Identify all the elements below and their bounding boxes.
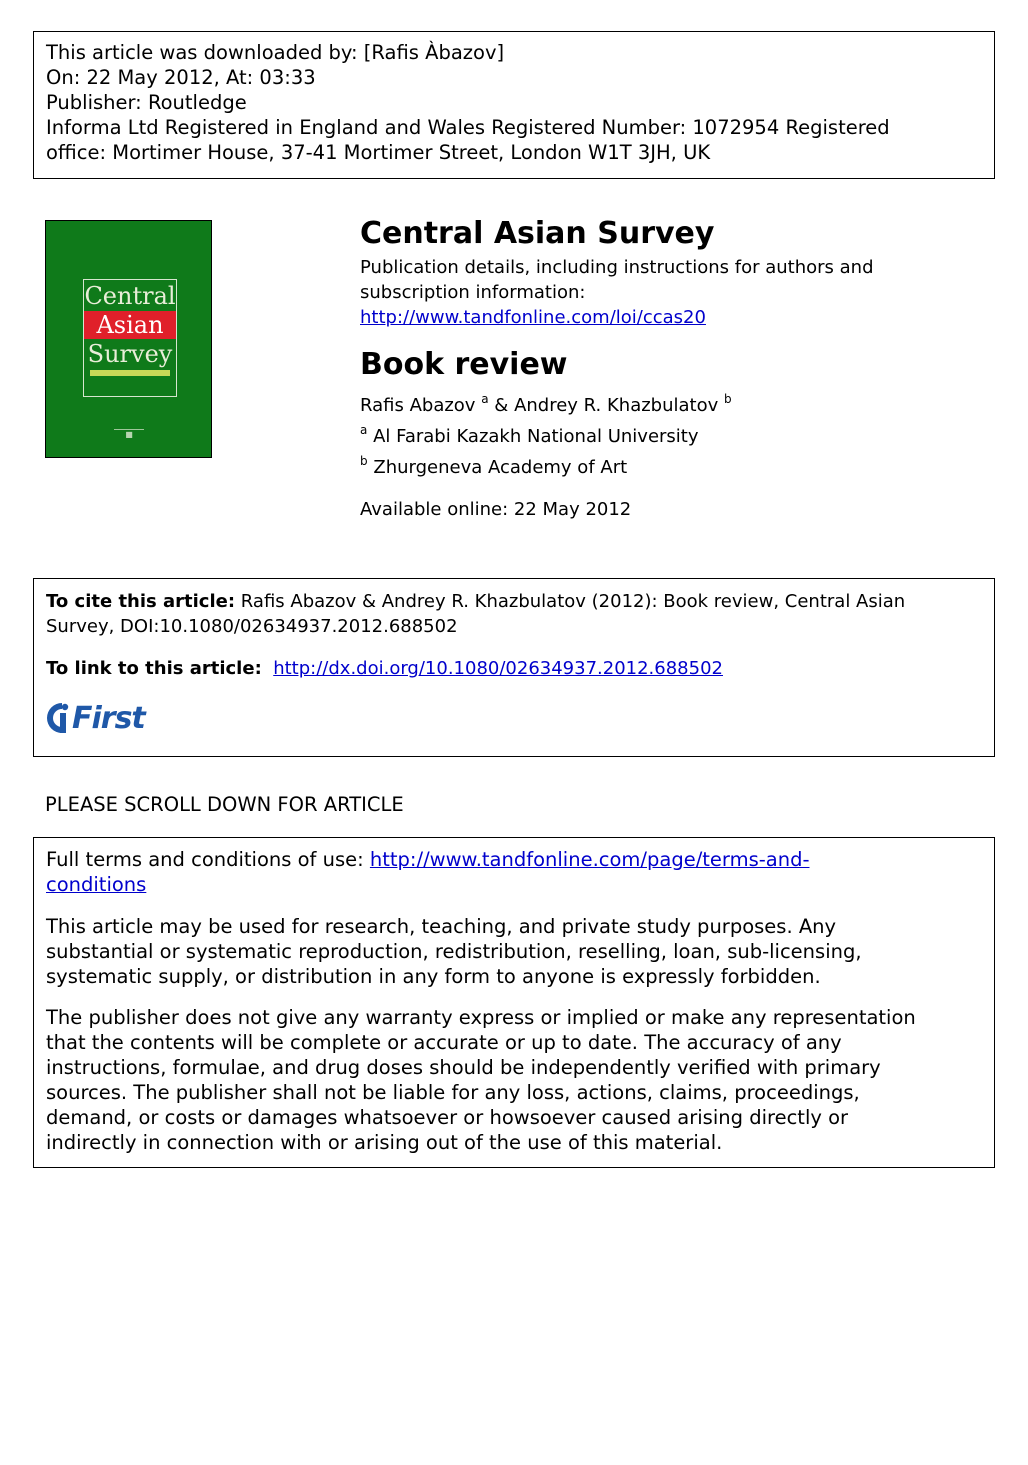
affiliation-line <box>360 455 627 480</box>
terms-link[interactable]: conditions <box>46 873 147 896</box>
article-title: Book review <box>360 347 568 382</box>
download-info-line: This article was downloaded by: [Rafis Àbazov] <box>46 41 505 64</box>
disclaimer-paragraph-line: instructions, formulae, and drug doses should be independently verified with primary <box>46 1056 881 1079</box>
affiliation-name: Al Farabi Kazakh National University <box>373 426 699 447</box>
author-separator: & <box>494 395 509 416</box>
affiliation-line <box>360 424 699 449</box>
ifirst-logo-text: First <box>72 701 145 736</box>
cover-title-frame <box>83 279 177 397</box>
download-info-box <box>33 31 995 179</box>
affiliation-marker: a <box>481 392 489 406</box>
terms-link-continued[interactable] <box>46 872 146 897</box>
cover-stripe <box>90 370 170 376</box>
authors-line <box>360 393 732 418</box>
terms-paragraph-line: This article may be used for research, teaching, and private study purposes. Any <box>46 915 837 938</box>
journal-url-link[interactable] <box>360 305 706 330</box>
citation-label: To cite this article: <box>46 591 236 612</box>
journal-cover-image <box>45 220 212 458</box>
journal-title: Central Asian Survey <box>360 216 715 251</box>
publication-details-line: Publication details, including instructions for authors and <box>360 257 874 278</box>
disclaimer-paragraph-line: sources. The publisher shall not be liable for any loss, actions, claims, proceedings, <box>46 1081 860 1104</box>
article-link-line <box>46 656 723 681</box>
disclaimer-paragraph-line: demand, or costs or damages whatsoever or howsoever caused arising directly or <box>46 1106 849 1129</box>
affiliation-name: Zhurgeneva Academy of Art <box>373 457 628 478</box>
article-link-label: To link to this article: <box>46 658 262 679</box>
download-date-line: On: 22 May 2012, At: 03:33 <box>46 66 316 89</box>
citation-box <box>33 578 995 757</box>
citation-line <box>46 589 905 614</box>
terms-paragraph-line: substantial or systematic reproduction, redistribution, reselling, loan, sub-licensing, <box>46 940 862 963</box>
citation-text-continued: Survey, DOI:10.1080/02634937.2012.688502 <box>46 616 458 637</box>
publisher-logo-icon: ■ <box>114 429 144 442</box>
terms-link[interactable]: http://www.tandfonline.com/page/terms-and- <box>369 848 810 871</box>
disclaimer-paragraph-line: The publisher does not give any warranty express or implied or make any representation <box>46 1006 916 1029</box>
author-name: Andrey R. Khazbulatov <box>514 395 719 416</box>
registration-line: Informa Ltd Registered in England and Wales Registered Number: 1072954 Registered <box>46 116 890 139</box>
scroll-down-note: PLEASE SCROLL DOWN FOR ARTICLE <box>45 793 404 816</box>
affiliation-marker: a <box>360 423 368 437</box>
cover-title-word: Survey <box>87 340 173 368</box>
terms-box <box>33 837 995 1168</box>
publisher-line: Publisher: Routledge <box>46 91 247 114</box>
office-line: office: Mortimer House, 37-41 Mortimer Street, London W1T 3JH, UK <box>46 141 711 164</box>
terms-paragraph-line: systematic supply, or distribution in any form to anyone is expressly forbidden. <box>46 965 821 988</box>
terms-label-line <box>46 847 810 872</box>
disclaimer-paragraph-line: indirectly in connection with or arising out of the use of this material. <box>46 1131 723 1154</box>
cover-title-word: Asian <box>84 311 176 339</box>
terms-label: Full terms and conditions of use: <box>46 848 364 871</box>
article-doi-link[interactable]: http://dx.doi.org/10.1080/02634937.2012.688502 <box>273 658 723 679</box>
citation-text: Rafis Abazov & Andrey R. Khazbulatov (2012): Book review, Central Asian <box>240 591 906 612</box>
publication-details-line: subscription information: <box>360 282 586 303</box>
author-name: Rafis Abazov <box>360 395 476 416</box>
affiliation-marker: b <box>360 454 368 468</box>
cover-title-word: Central <box>84 282 176 310</box>
journal-url-text[interactable]: http://www.tandfonline.com/loi/ccas20 <box>360 307 706 328</box>
affiliation-marker: b <box>724 392 732 406</box>
disclaimer-paragraph-line: that the contents will be complete or accurate or up to date. The accuracy of any <box>46 1031 842 1054</box>
ifirst-logo <box>46 701 145 737</box>
available-online-date: Available online: 22 May 2012 <box>360 499 632 520</box>
